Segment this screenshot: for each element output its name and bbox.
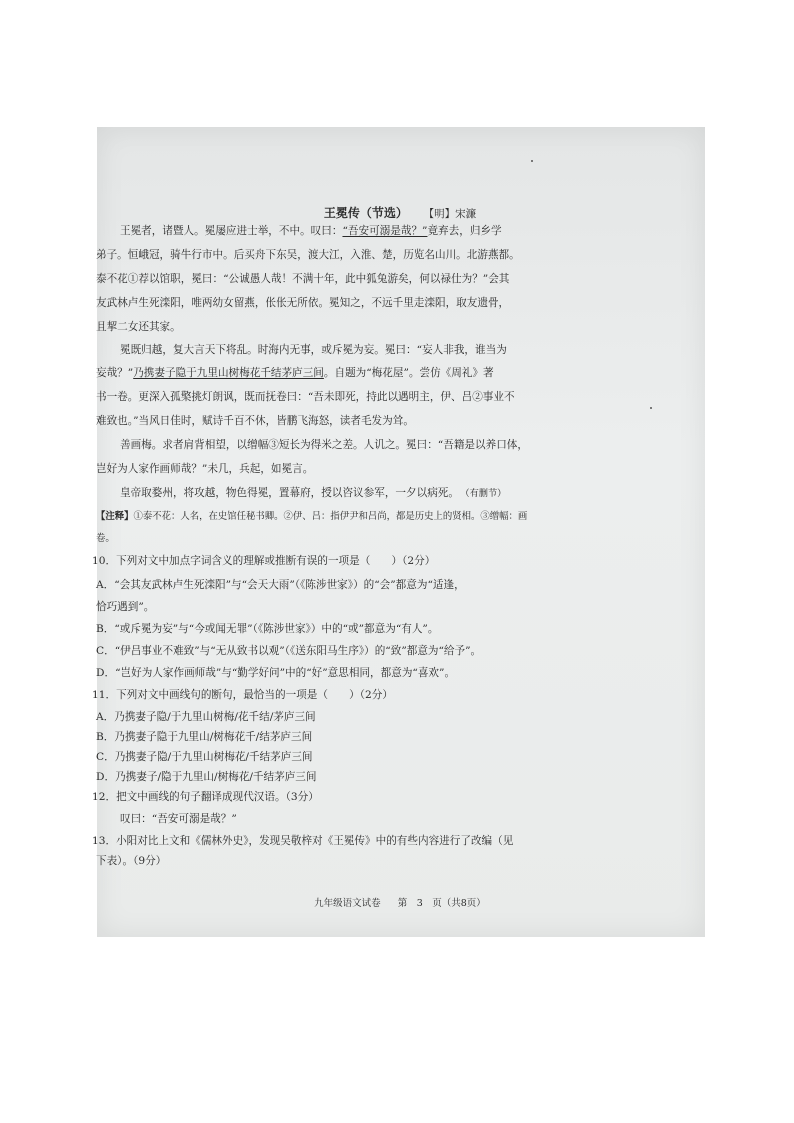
passage-line: 书一卷。更深入孤檠挑灯朗讽，既而抚卷曰：“吾未即死，持此以遇明主，伊、吕②事业不 [96,391,515,403]
underlined-quote: “吾安可溺是哉？” [342,225,428,237]
passage-line: 友武林卢生死滦阳，唯两幼女留燕，伥伥无所依。冕知之，不远千里走滦阳，取友遗骨， [96,297,510,309]
passage-line: 妄哉？”乃携妻子隐于九里山树梅花千结茅庐三间。自题为“梅花屋”。尝仿《周礼》著 [96,367,494,379]
passage-line: 王冕者，诸暨人。冕屡应进士举，不中。叹曰：“吾安可溺是哉？”竟弃去，归乡学 [120,225,502,237]
passage-line: 难致也。”当风日佳时，赋诗千百不休，皆鹏飞海怒，读者毛发为耸。 [96,415,414,427]
annotation-line: 卷。 [96,533,115,544]
question-11-stem: 11．下列对文中画线句的断句，最恰当的一项是（ ）（2分） [92,689,393,701]
underlined-sentence: 乃携妻子隐于九里山树梅花千结茅庐三间 [133,367,324,379]
passage-author: 【明】宋濂 [423,208,477,220]
question-11-option-c: C．乃携妻子隐/于九里山树梅花/千结茅庐三间 [96,751,313,763]
question-10-option-c: C．“伊吕事业不难致”与“无从致书以观”（《送东阳马生序》）的“致”都意为“给予”。 [96,645,482,657]
question-12-stem: 12．把文中画线的句子翻译成现代汉语。（3分） [92,791,319,803]
speck [650,407,652,409]
passage-line: 且挈二女还其家。 [96,321,181,333]
passage-line: 冕既归越，复大言天下将乱。时海内无事，或斥冕为妄。冕曰：“妄人非我，谁当为 [120,344,507,356]
footer-page-number: 第 3 页（共8页） [397,898,486,909]
question-10-stem: 10．下列对文中加点字词含义的理解或推断有误的一项是（ ）（2分） [92,555,436,567]
passage-line: 弟子。恒峨冠，骑牛行市中。后买舟下东吴，渡大江，入淮、楚，历览名山川。北游燕都。 [96,249,520,261]
question-11-option-b: B．乃携妻子隐于九里山/树梅花千/结茅庐三间 [96,731,313,743]
question-10-option-b: B．“或斥冕为妄”与“今或闻无罪”（《陈涉世家》）中的“或”都意为“有人”。 [96,623,439,635]
question-12-quote: 叹曰：“吾安可溺是哉？” [120,813,237,825]
passage-line: 泰不花①荐以馆职，冕曰：“公诚愚人哉！不满十年，此中狐兔游矣，何以禄仕为？”会其 [96,273,510,285]
question-13-stem-cont: 下表）。（9分） [96,855,167,867]
passage-line: 岂好为人家作画师哉？”未几，兵起，如冕言。 [96,463,314,475]
speck [531,160,533,162]
question-10-option-a: A．“会其友武林卢生死滦阳”与“会天大雨”（《陈涉世家》）的“会”都意为“适逢， [96,579,465,591]
annotation-line: 【注释】①泰不花：人名，在史馆任秘书卿。②伊、吕：指伊尹和吕尚，都是历史上的贤相。③缯幅：画 [96,511,528,522]
question-11-option-d: D．乃携妻子/隐于九里山/树梅花/千结茅庐三间 [96,771,317,783]
passage-heading [96,204,704,221]
abridged-note: （有删节） [465,488,507,499]
footer-subject: 九年级语文试卷 [314,898,381,909]
passage-title: 王冕传（节选） [323,206,408,220]
passage-line: 皇帝取婺州，将攻越，物色得冕，置幕府，授以咨议参军，一夕以病死。 （有删节） [120,487,507,499]
question-11-option-a: A．乃携妻子隐/于九里山树梅/花千结/茅庐三间 [96,711,316,723]
question-10-option-a-cont: 恰巧遇到”。 [96,601,155,613]
annotation-label: 【注释】 [96,511,134,522]
question-10-option-d: D．“岂好为人家作画师哉”与“勤学好问”中的“好”意思相同，都意为“喜欢”。 [96,667,456,679]
page-footer [96,895,704,909]
question-13-stem: 13．小阳对比上文和《儒林外史》，发现吴敬梓对《王冕传》中的有些内容进行了改编（见 [92,835,514,847]
passage-line: 善画梅。求者肩背相望，以缯幅③短长为得米之差。人讥之。冕曰：“吾籍是以养口体， [120,439,528,451]
